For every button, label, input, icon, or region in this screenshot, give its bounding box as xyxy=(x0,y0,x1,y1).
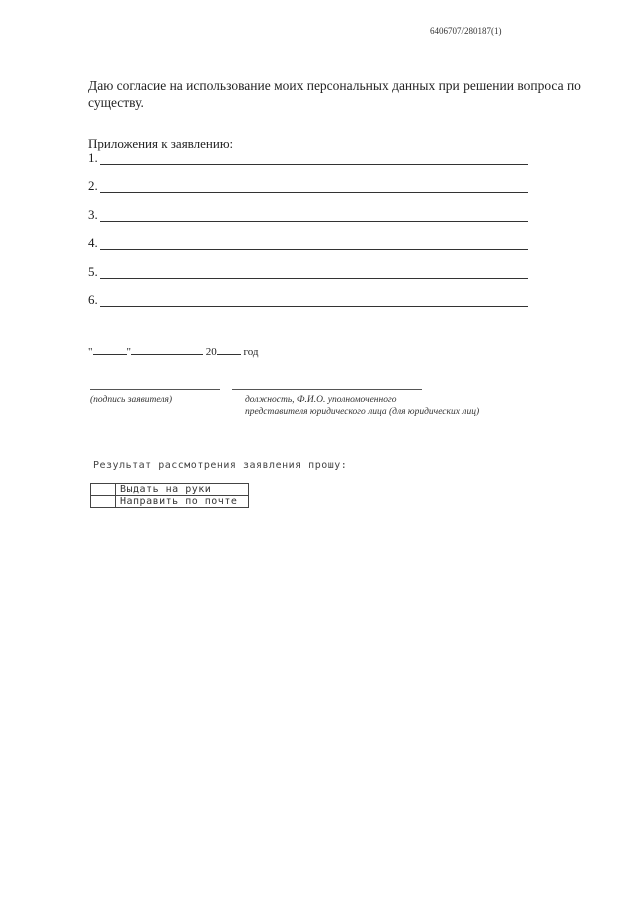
attachment-row xyxy=(88,178,528,206)
attachment-row xyxy=(88,207,528,235)
option-label: Выдать на руки xyxy=(116,484,249,496)
attachments-title: Приложения к заявлению: xyxy=(88,136,234,151)
applicant-signature-caption: (подпись заявителя) xyxy=(90,395,173,405)
date-close-quote: " xyxy=(126,346,131,358)
representative-caption-line2: представителя юридического лица (для юридических лиц) xyxy=(245,407,480,417)
attachment-fill-line[interactable] xyxy=(100,306,528,307)
result-title: Результат рассмотрения заявления прошу: xyxy=(93,460,348,471)
applicant-signature-line[interactable] xyxy=(90,389,220,390)
attachment-number: 1. xyxy=(88,150,98,165)
date-year-suffix: год xyxy=(243,346,259,358)
representative-signature-line[interactable] xyxy=(232,389,422,390)
attachment-fill-line[interactable] xyxy=(100,192,528,193)
date-field xyxy=(88,344,259,358)
date-open-quote: " xyxy=(88,346,93,358)
attachment-fill-line[interactable] xyxy=(100,164,528,165)
attachment-number: 6. xyxy=(88,291,98,307)
option-label: Направить по почте xyxy=(116,496,249,508)
result-option-row xyxy=(91,496,249,508)
attachment-fill-line[interactable] xyxy=(100,249,528,250)
attachment-row xyxy=(88,292,528,320)
option-checkbox[interactable] xyxy=(91,484,116,496)
date-year-prefix: 20 xyxy=(205,346,217,358)
attachment-number: 5. xyxy=(88,263,98,279)
attachment-number: 4. xyxy=(88,235,98,251)
option-checkbox[interactable] xyxy=(91,496,116,508)
date-year-blank[interactable] xyxy=(217,344,241,355)
date-month-blank[interactable] xyxy=(131,344,203,355)
attachment-number: 2. xyxy=(88,178,98,194)
attachment-fill-line[interactable] xyxy=(100,278,528,279)
date-day-blank[interactable] xyxy=(93,344,127,355)
attachment-row xyxy=(88,264,528,292)
attachment-number: 3. xyxy=(88,206,98,222)
attachment-row xyxy=(88,150,528,178)
attachments-list xyxy=(88,150,528,320)
attachment-row xyxy=(88,235,528,263)
consent-statement: Даю согласие на использование моих персональных данных при решении вопроса по существу. xyxy=(88,78,581,110)
document-id: 6406707/280187(1) xyxy=(430,26,502,36)
result-option-row xyxy=(91,484,249,496)
attachment-fill-line[interactable] xyxy=(100,221,528,222)
representative-caption-line1: должность, Ф.И.О. уполномоченного xyxy=(245,395,397,405)
result-options-table xyxy=(90,483,249,508)
